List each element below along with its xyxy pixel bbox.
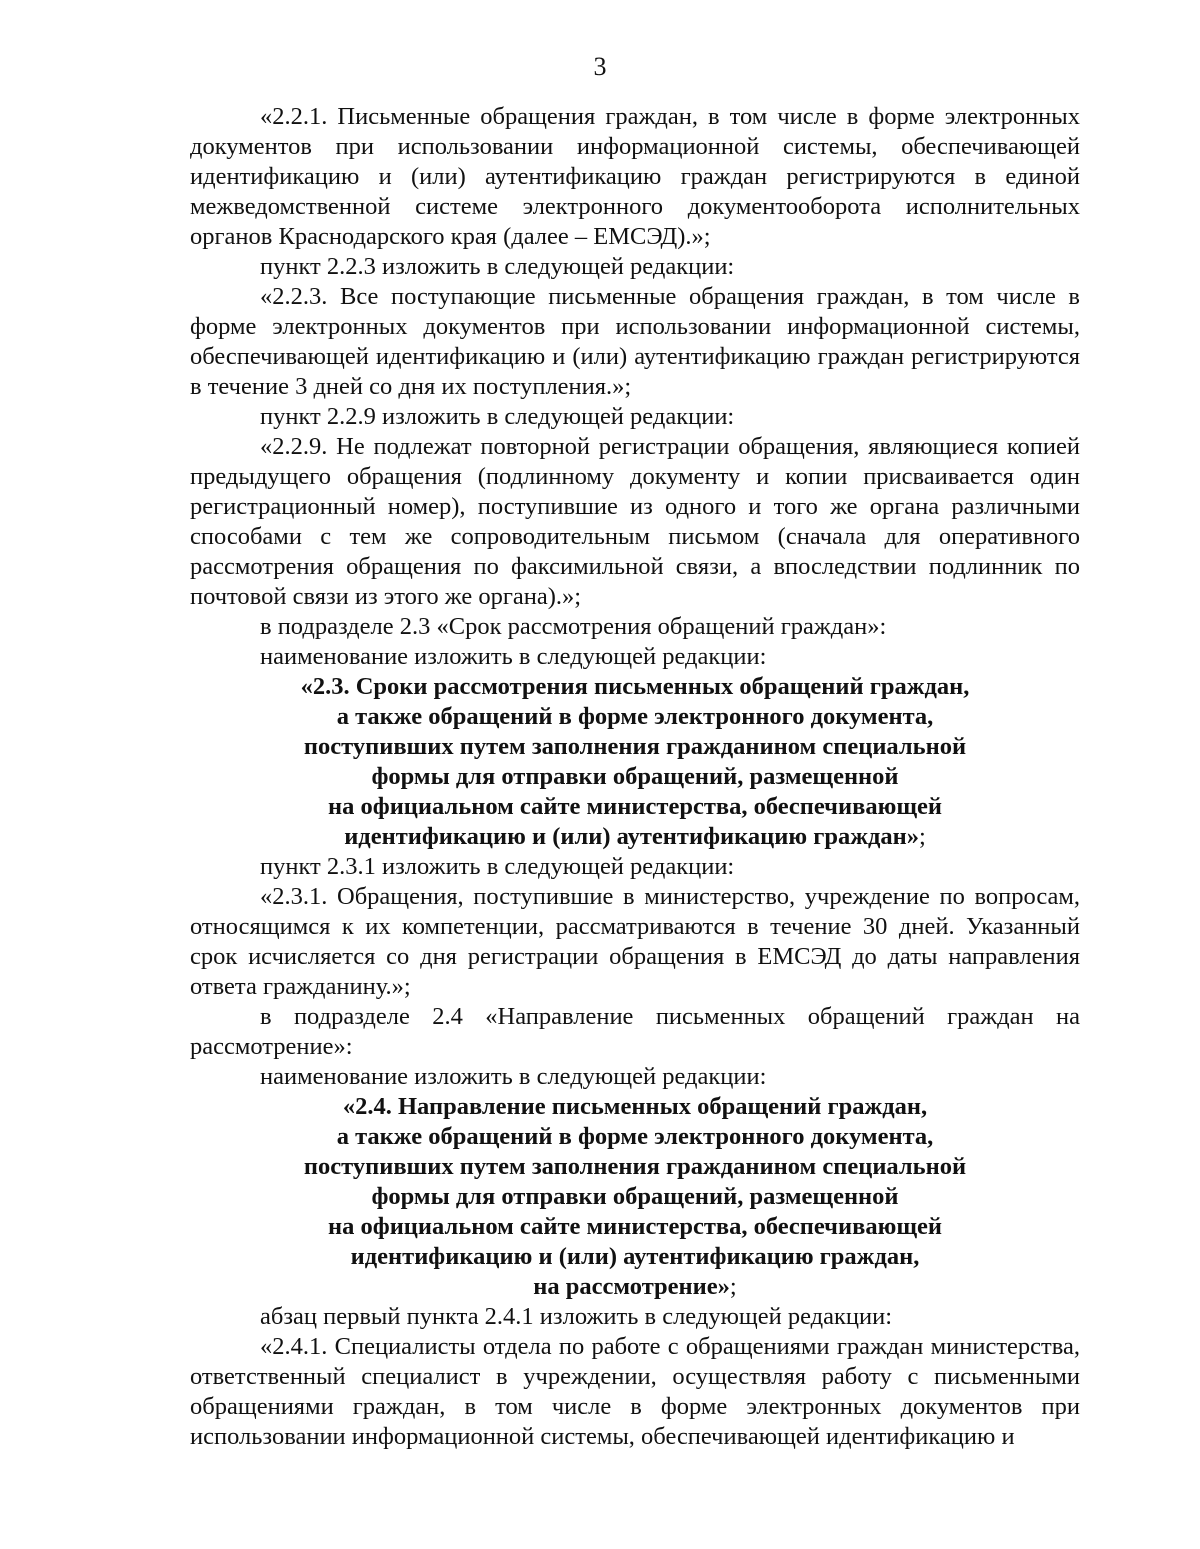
- heading-line: а также обращений в форме электронного документа,: [336, 1123, 934, 1150]
- document-body: [190, 102, 1080, 1452]
- paragraph-2-3-1: «2.3.1. Обращения, поступившие в министерство, учреждение по вопросам, относящимся к их компетенции, рассматриваются в течение 30 дней. Указанный срок исчисляется со дня регистрации обращения в ЕМСЭД до даты направления ответа гражданину.»;: [190, 883, 1080, 1000]
- heading-line: идентификацию и (или) аутентификацию граждан,: [350, 1243, 920, 1270]
- instruction-2-2-9: пункт 2.2.9 изложить в следующей редакции:: [260, 403, 735, 430]
- heading-line: на официальном сайте министерства, обеспечивающей: [328, 793, 942, 820]
- instruction-2-4-1: абзац первый пункта 2.4.1 изложить в следующей редакции:: [260, 1303, 893, 1330]
- page-number: 3: [593, 52, 607, 81]
- heading-line: формы для отправки обращений, размещенной: [371, 1183, 899, 1210]
- instruction-2-3-1: пункт 2.3.1 изложить в следующей редакции:: [260, 853, 735, 880]
- heading-line: «2.4. Направление письменных обращений граждан,: [342, 1093, 928, 1120]
- heading-line-last: [190, 1272, 1080, 1302]
- heading-line: поступивших путем заполнения гражданином специальной: [303, 1153, 967, 1180]
- heading-line: а также обращений в форме электронного документа,: [336, 703, 934, 730]
- title-instruction-2-3: наименование изложить в следующей редакции:: [260, 643, 767, 670]
- heading-line: на официальном сайте министерства, обеспечивающей: [328, 1213, 942, 1240]
- subsection-2-4-intro: в подразделе 2.4 «Направление письменных обращений граждан на рассмотрение»:: [190, 1003, 1080, 1060]
- instruction-2-2-3: пункт 2.2.3 изложить в следующей редакции:: [260, 253, 735, 280]
- paragraph-2-2-1: «2.2.1. Письменные обращения граждан, в том числе в форме электронных документов при использовании информационной системы, обеспечивающей идентификацию и (или) аутентификацию граждан регистрируются в единой межведомственной системе электронного документооборота исполнительных органов Краснодарского края (далее – ЕМСЭД).»;: [190, 103, 1080, 250]
- heading-2-3: [190, 672, 1080, 852]
- heading-line: формы для отправки обращений, размещенной: [371, 763, 899, 790]
- heading-2-4: [190, 1092, 1080, 1302]
- heading-suffix: ;: [729, 1273, 737, 1300]
- subsection-2-3-intro: в подразделе 2.3 «Срок рассмотрения обращений граждан»:: [260, 613, 887, 640]
- heading-line: «2.3. Сроки рассмотрения письменных обращений граждан,: [300, 673, 970, 700]
- paragraph-2-4-1: «2.4.1. Специалисты отдела по работе с обращениями граждан министерства, ответственный специалист в учреждении, осуществляя работу с письменными обращениями граждан, в том числе в форме электронных документов при использовании информационной системы, обеспечивающей идентификацию и: [190, 1333, 1080, 1450]
- paragraph-2-2-3: «2.2.3. Все поступающие письменные обращения граждан, в том числе в форме электронных документов при использовании информационной системы, обеспечивающей идентификацию и (или) аутентификацию граждан регистрируются в течение 3 дней со дня их поступления.»;: [190, 283, 1080, 400]
- title-instruction-2-4: наименование изложить в следующей редакции:: [260, 1063, 767, 1090]
- paragraph-2-2-9: «2.2.9. Не подлежат повторной регистрации обращения, являющиеся копией предыдущего обращения (подлинному документу и копии присваивается один регистрационный номер), поступившие из одного и того же органа различными способами с тем же сопроводительным письмом (сначала для оперативного рассмотрения обращения по факсимильной связи, а впоследствии подлинник по почтовой связи из этого же органа).»;: [190, 433, 1080, 610]
- heading-line: поступивших путем заполнения гражданином специальной: [303, 733, 967, 760]
- heading-line-last: [190, 822, 1080, 852]
- heading-suffix: ;: [919, 823, 926, 850]
- heading-line-text: на рассмотрение»: [533, 1273, 730, 1300]
- heading-line-text: идентификацию и (или) аутентификацию граждан»: [344, 823, 919, 850]
